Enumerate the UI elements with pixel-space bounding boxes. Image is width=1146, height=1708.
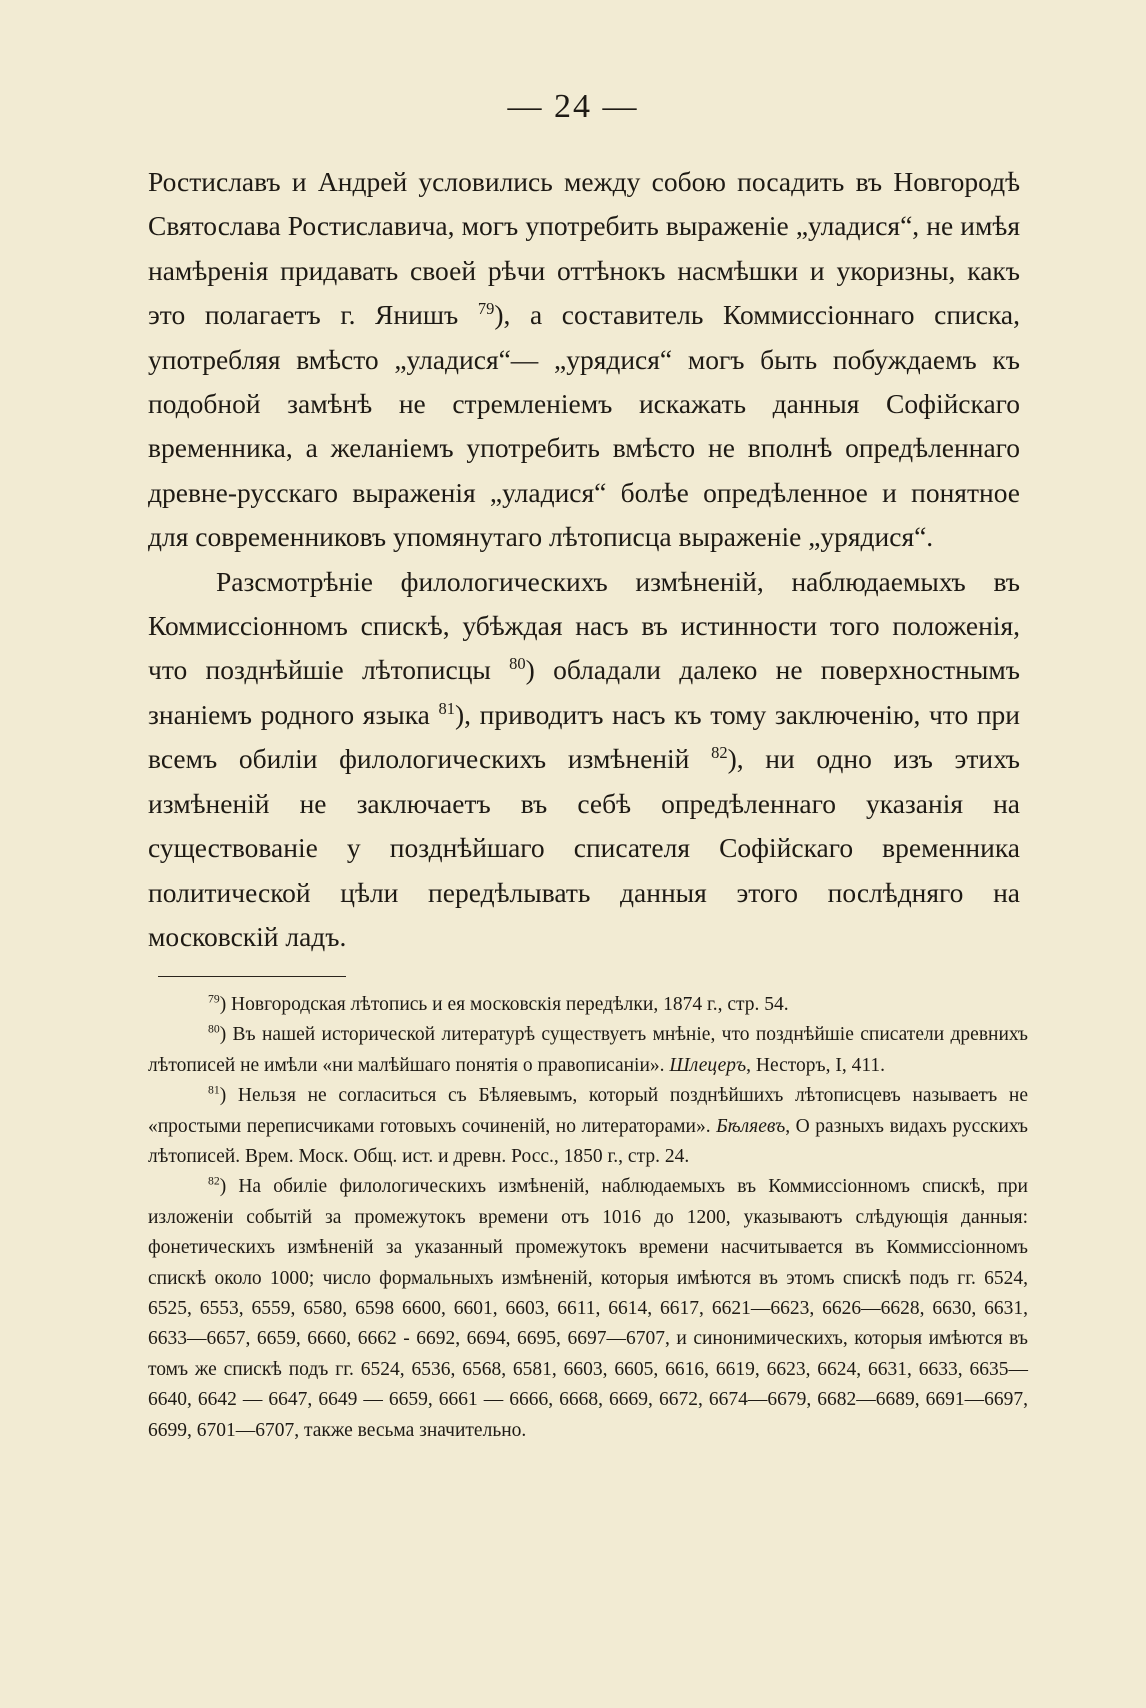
footnote-81-text: ) Нельзя не согласиться съ Бѣляевымъ, который позднѣйшихъ лѣтописцевъ называетъ не «простыми переписчиками готовыхъ сочиненій, но литераторами». <box>148 1085 1028 1137</box>
paragraph-2-part-4: ), ни одно изъ этихъ измѣненій не заключаетъ въ себѣ опредѣленнаго указанія на существованіе у позднѣйшаго списателя Софійскаго временника политической цѣли передѣлывать данныя этого послѣдняго на московскій ладъ. <box>148 743 1020 952</box>
footnote-79-number: 79 <box>208 992 220 1006</box>
footnote-80 <box>148 1020 1028 1081</box>
footnote-79 <box>148 990 1028 1020</box>
paragraph-1-part-1: Ростиславъ и Андрей условились между собою посадить въ Новгородѣ Святослава Ростиславича, могъ употребить выраженіе „уладися“, не имѣя намѣренія придавать своей рѣчи оттѣнокъ насмѣшки и укоризны, какъ это полагаетъ г. Янишъ <box>148 166 1020 331</box>
footnote-80-source: , Несторъ, I, 411. <box>746 1054 886 1076</box>
footnote-80-text: ) Въ нашей исторической литературѣ существуетъ мнѣніе, что позднѣйшіе списатели древнихъ лѣтописей не имѣли «ни малѣйшаго понятія о правописаніи». <box>148 1024 1028 1076</box>
footnote-81-number: 81 <box>208 1083 220 1097</box>
paragraph-2-part-2: ) обладали далеко не поверхностнымъ знаніемъ родного языка <box>148 654 1020 730</box>
footnote-80-number: 80 <box>208 1022 220 1036</box>
footnote-ref-81[interactable]: 81 <box>438 698 455 718</box>
footnote-81-source: , О разныхъ видахъ русскихъ лѣтописей. Врем. Моск. Общ. ист. и древн. Росс., 1850 г., стр. 24. <box>148 1115 1028 1168</box>
footnote-82 <box>148 1172 1028 1446</box>
footnote-ref-80[interactable]: 80 <box>509 654 526 674</box>
footnote-ref-79[interactable]: 79 <box>477 299 495 319</box>
footnote-divider <box>158 976 346 977</box>
footnote-82-number: 82 <box>208 1174 220 1188</box>
footnote-82-text: ) На обиліе филологическихъ измѣненій, наблюдаемыхъ въ Коммиссіонномъ спискѣ, при изложеніи событій за промежутокъ времени отъ 1016 до 1200, указываютъ слѣдующія данныя: фонетическихъ измѣненій за указанный промежутокъ времени насчитывается въ Коммиссіонномъ спискѣ около 1000; число формальныхъ измѣненій, которыя имѣются въ этомъ спискѣ подъ гг. 6524, 6525, 6553, 6559, 6580, 6598 6600, 6601, 6603, 6611, 6614, 6617, 6621—6623, 6626—6628, 6630, 6631, 6633—6657, 6659, 6660, 6662 - 6692, 6694, 6695, 6697—6707, и синонимическихъ, которыя имѣются въ томъ же спискѣ подъ гг. 6524, 6536, 6568, 6581, 6603, 6605, 6616, 6619, 6623, 6624, 6631, 6633, 6635—6640, 6642 — 6647, 6649 — 6659, 6661 — 6666, 6668, 6669, 6672, 6674—6679, 6682—6689, 6691—6697, 6699, 6701—6707, также весьма значительно. <box>148 1176 1028 1441</box>
page-number: — 24 — <box>507 88 639 125</box>
paragraph-2 <box>148 560 1020 960</box>
paragraph-1 <box>148 160 1020 560</box>
main-text <box>148 160 1020 959</box>
paragraph-2-part-3: ), приводитъ насъ къ тому заключенію, что при всемъ обиліи филологическихъ измѣненій <box>148 698 1021 775</box>
paragraph-2-part-1: Разсмотрѣніе филологическихъ измѣненій, наблюдаемыхъ въ Коммиссіонномъ спискѣ, убѣждая насъ въ истинности того положенія, что позднѣйшіе лѣтописцы <box>148 565 1020 686</box>
footnote-79-text: ) Новгородская лѣтопись и ея московскія передѣлки, 1874 г., стр. 54. <box>219 994 789 1015</box>
paragraph-1-part-2: ), а составитель Коммиссіоннаго списка, употребляя вмѣсто „уладися“— „урядися“ могъ быть побуждаемъ къ подобной замѣнѣ не стремленіемъ искажать данныя Софійскаго временника, а желаніемъ употребить вмѣсто не вполнѣ опредѣленнаго древне-русскаго выраженія „уладися“ болѣе опредѣленное и понятное для современниковъ упомянутаго лѣтописца выраженіе „урядися“. <box>148 299 1020 553</box>
footnote-ref-82[interactable]: 82 <box>711 743 728 763</box>
footnote-81 <box>148 1081 1028 1172</box>
footnote-81-author: Бѣляевъ <box>716 1115 786 1137</box>
footnote-80-author: Шлецеръ <box>669 1054 747 1076</box>
footnotes <box>148 990 1028 1446</box>
